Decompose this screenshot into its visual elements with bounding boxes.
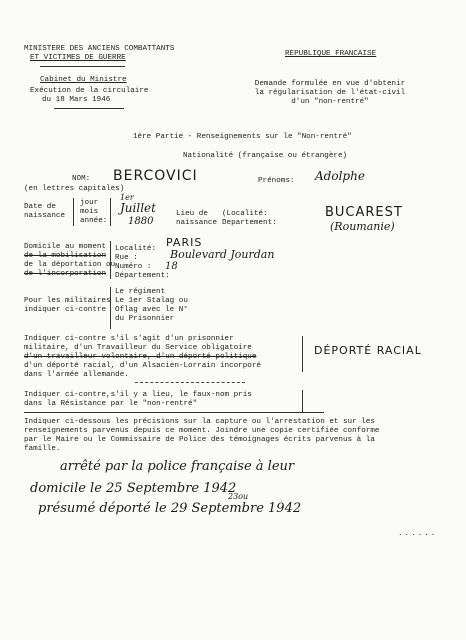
details-line-2: renseignements parvenus depuis ce moment. Joindre une copie certifiée conforme	[24, 427, 380, 435]
details-handwritten-3: présumé déporté le 29 Septembre 1942	[38, 501, 302, 516]
domicile-label-2: de la mobilisation	[24, 252, 107, 260]
day-label: jour	[80, 199, 99, 207]
domicile-locality-label: Localité:	[115, 245, 157, 253]
details-handwritten-2: domicile le 25 Septembre 1942	[30, 481, 237, 496]
name-value: BERCOVICI	[113, 168, 198, 184]
domicile-city-value: PARIS	[166, 236, 203, 249]
domicile-label-1: Domicile au moment	[24, 243, 107, 251]
birthplace-dept-label: Departement:	[222, 219, 277, 227]
domicile-label-3: de la déportation ou	[24, 261, 116, 269]
status-line-3: d'un travailleur volontaire, d'un déporté politique	[24, 353, 257, 361]
domicile-dept-label: Département:	[115, 272, 170, 280]
birth-day-value: 1er	[120, 193, 134, 202]
part-title: 1ère Partie - Renseignements sur le "Non-rentré"	[133, 133, 352, 141]
request-line-3: d'un "non-rentré"	[291, 98, 369, 106]
details-line-3: par le Maire ou le Commissaire de Police des témoignages écrits parvenus à la	[24, 436, 375, 444]
birth-label-2: naissance	[24, 212, 66, 220]
military-label-1: Pour les militaires	[24, 297, 111, 305]
birth-label-1: Date de	[24, 203, 56, 211]
military-regiment: Le régiment	[115, 288, 166, 296]
birthplace-label-2: naissance	[176, 219, 218, 227]
header-rule	[40, 66, 125, 67]
military-bracket	[110, 287, 111, 329]
cabinet-label: Cabinet du Ministre	[40, 76, 127, 84]
birthplace-value: BUCAREST	[325, 205, 403, 220]
ministry-line-1: MINISTERE DES ANCIENS COMBATTANTS	[24, 45, 175, 53]
request-line-2: la régularisation de l'état-civil	[254, 89, 406, 97]
military-stalag: Le 1er Stalag ou	[115, 297, 188, 305]
first-name-value: Adolphe	[315, 169, 365, 183]
status-line-1: Indiquer ci-contre s'il s'agit d'un prisonnier	[24, 335, 234, 343]
birthplace-locality-label: (Localité:	[222, 210, 268, 218]
status-line-4: d'un déporté racial, d'un Alsacien-Lorrain incorporé	[24, 362, 261, 370]
status-bracket	[302, 336, 303, 372]
details-dots: ......	[398, 530, 438, 538]
first-name-label: Prénoms:	[258, 177, 295, 185]
birth-month-value: Juillet	[120, 201, 156, 215]
month-label: mois	[80, 208, 99, 216]
birthplace-country: (Roumanie)	[330, 220, 395, 233]
domicile-label-4: de l'incorporation	[24, 270, 107, 278]
status-line-2: militaire, d'un Travailleur du Service obligatoire	[24, 344, 252, 352]
details-line-4: famille.	[24, 445, 61, 453]
alias-bracket	[302, 390, 303, 412]
birthplace-label-1: Lieu de	[176, 210, 208, 218]
domicile-number-label: Numéro :	[115, 263, 152, 271]
status-line-5: dans l'armée allemande.	[24, 371, 129, 379]
birth-right-bracket	[110, 198, 111, 226]
status-value: DÉPORTÉ RACIAL	[314, 344, 422, 357]
request-line-1: Demande formulée en vue d'obtenir	[254, 80, 406, 88]
caps-note: (en lettres capitales)	[24, 185, 125, 193]
execution-line-2: du 18 Mars 1946	[42, 96, 111, 104]
ministry-line-2: ET VICTIMES DE GUERRE	[30, 54, 126, 62]
nationality-label: Nationalité (française ou étrangère)	[183, 152, 348, 160]
military-prisoner: du Prisonnier	[115, 315, 175, 323]
details-handwritten-correction: 23ou	[228, 492, 249, 501]
domicile-street-label: Rue :	[115, 254, 138, 262]
year-label: année:	[80, 217, 108, 225]
execution-line-1: Exécution de la circulaire	[30, 87, 149, 95]
name-label: NOM:	[72, 175, 91, 183]
alias-line-2: dans la Résistance par le "non-rentré"	[24, 400, 198, 408]
details-line-1: Indiquer ci-dessous les précisions sur la capture ou l'arrestation et sur les	[24, 418, 375, 426]
birth-left-bracket	[73, 198, 74, 226]
domicile-street-value: Boulevard Jourdan	[170, 248, 275, 261]
alias-rule	[24, 412, 324, 413]
domicile-number-value: 18	[165, 261, 178, 272]
birth-year-value: 1880	[128, 216, 154, 227]
military-label-2: indiquer ci-contre	[24, 306, 107, 314]
alias-line-1: Indiquer ci-contre,s'il y a lieu, le faux-nom pris	[24, 391, 252, 399]
status-dashes	[135, 382, 245, 383]
execution-rule	[54, 108, 124, 109]
details-handwritten-1: arrêté par la police française à leur	[60, 459, 295, 474]
military-oflag: Oflag avec le N°	[115, 306, 188, 314]
republic-title: REPUBLIQUE FRANCAISE	[285, 50, 377, 58]
domicile-bracket	[110, 241, 111, 279]
